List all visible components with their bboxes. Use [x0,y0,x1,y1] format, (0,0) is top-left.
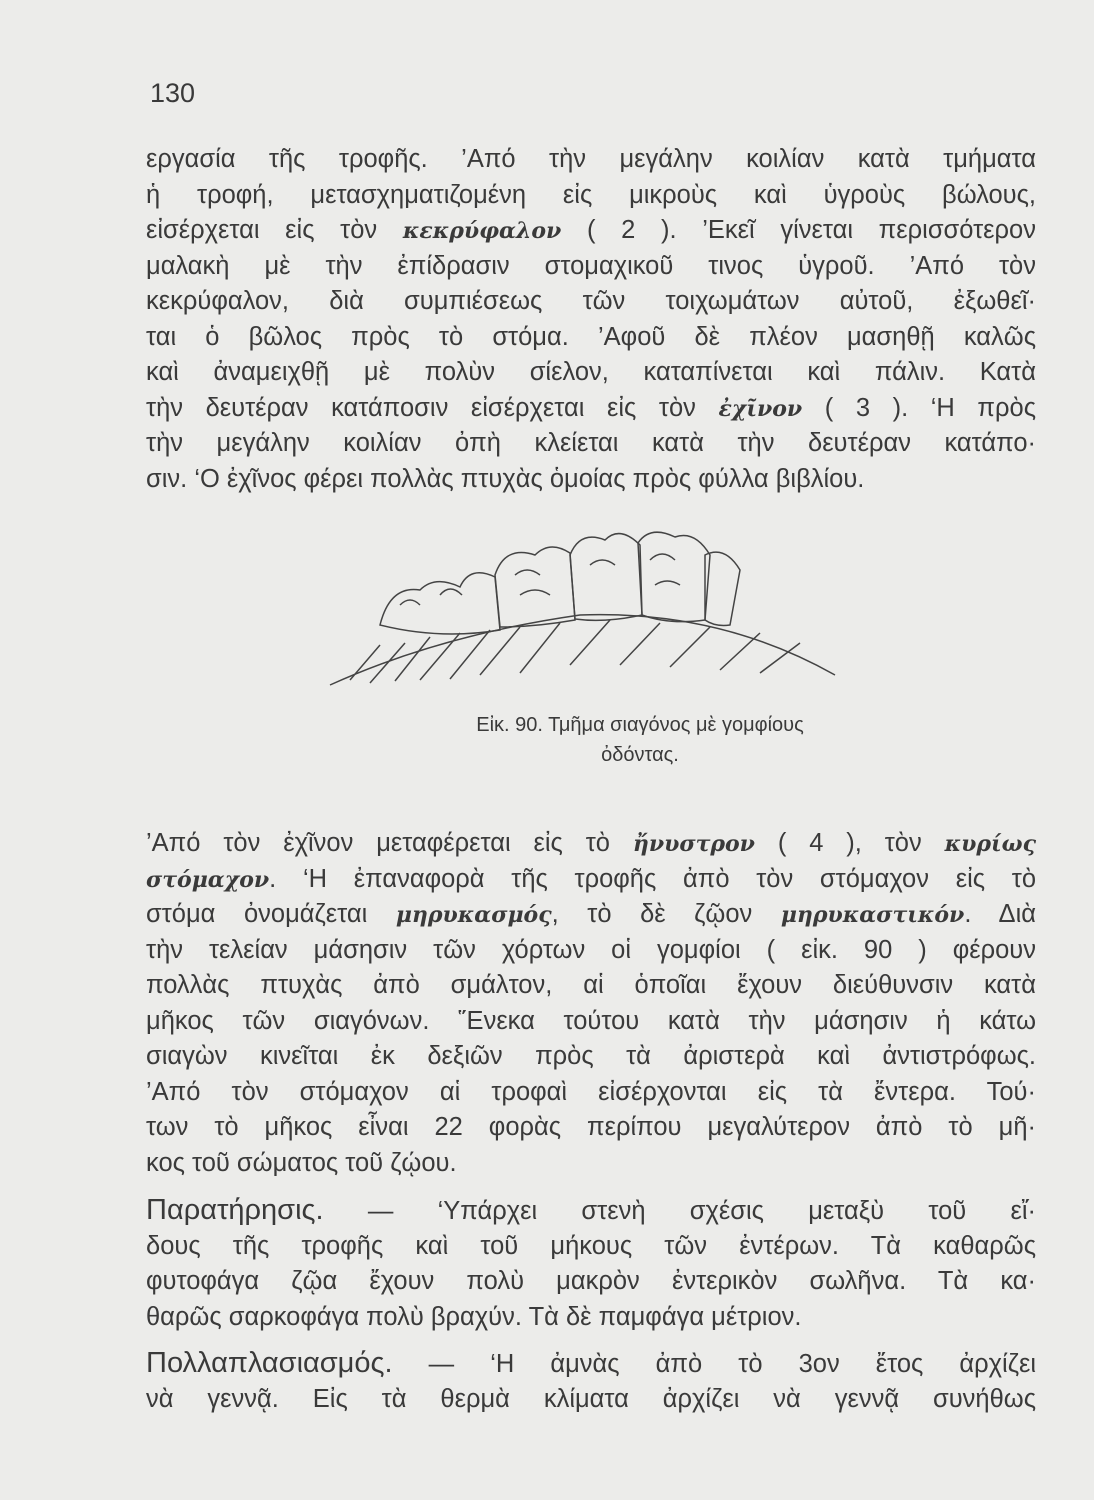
text-line [146,1146,1036,1182]
text-line [146,1110,1036,1146]
text-line [146,968,1036,1004]
text-line [146,862,1036,898]
emphasized-term: ἐχῖνον [718,395,803,422]
text-line [146,391,1036,427]
text-line [146,1300,1036,1336]
text-segment: ’Από τὸν στόμαχον αἱ τροφαὶ εἰσέρχονται εἰς τὰ ἔντερα. Τού· [146,1077,1036,1106]
text-line [146,1039,1036,1075]
text-segment: μαλακὴ μὲ τὴν ἐπίδρασιν στομαχικοῦ τινος ὑγροῦ. ’Από τὸν [146,251,1036,280]
paragraph-digestion [146,142,1036,497]
text-segment: ’Από τὸν ἐχῖνον μεταφέρεται εἰς τὸ [146,829,633,857]
text-segment: τὴν δευτέραν κατάποσιν εἰσέρχεται εἰς τὸν [146,393,719,422]
text-line [146,462,1036,498]
text-segment: — ‘Υπάρχει στενὴ σχέσις μεταξὺ τοῦ εἴ· [323,1197,1036,1225]
text-line [146,897,1036,933]
text-segment: ( 2 ). ’Εκεῖ γίνεται περισσότερον [561,216,1036,244]
text-segment: — ‘Η ἀμνὰς ἀπὸ τὸ 3ον ἔτος ἀρχίζει [392,1350,1036,1378]
text-line [146,142,1036,178]
text-line [146,426,1036,462]
text-segment: μῆκος τῶν σιαγόνων. ῞Ενεκα τούτου κατὰ τὴν μάσησιν ἡ κάτω [146,1006,1036,1035]
text-line [146,1193,1036,1229]
text-segment: φυτοφάγα ζῷα ἔχουν πολὺ μακρὸν ἐντερικὸν σωλῆνα. Τὰ κα· [146,1267,1036,1295]
text-segment: των τὸ μῆκος εἶναι 22 φορὰς περίπου μεγαλύτερον ἀπὸ τὸ μῆ· [146,1113,1036,1141]
emphasized-term: μηρυκασμός [395,902,552,928]
emphasized-term: κυρίως [944,831,1036,857]
text-line [146,1264,1036,1300]
text-line [146,249,1036,285]
section-heading: Πολλαπλασιασμός. [146,1347,393,1379]
text-segment: θαρῶς σαρκοφάγα πολὺ βραχύν. Τὰ δὲ παμφάγα μέτριον. [146,1302,802,1331]
text-line [146,284,1036,320]
text-segment: τὴν μεγάλην κοιλίαν ὀπὴ κλείεται κατὰ τὴν δευτέραν κατάπο· [146,429,1036,457]
paragraph-rumination [146,826,1036,1181]
text-segment: καὶ ἀναμειχθῇ μὲ πολὺν σίελον, καταπίνεται καὶ πάλιν. Κατὰ [146,358,1036,386]
text-segment: . Διὰ [964,900,1036,928]
text-segment: σιαγὼν κινεῖται ἐκ δεξιῶν πρὸς τὰ ἀριστερὰ καὶ ἀντιστρόφως. [146,1042,1036,1070]
emphasized-term: στόμαχον [146,866,270,893]
text-line [146,1004,1036,1040]
text-line [146,1382,1036,1418]
text-line [146,320,1036,356]
text-segment: εἰσέρχεται εἰς τὸν [146,216,403,244]
emphasized-term: ἤνυστρον [632,831,755,857]
jaw-molars-illustration [320,515,840,695]
text-segment: πολλὰς πτυχὰς ἀπὸ σμάλτον, αἱ ὁποῖαι ἔχουν διεύθυνσιν κατὰ [146,971,1036,999]
text-line [146,355,1036,391]
text-segment: ἡ τροφή, μετασχηματιζομένη εἰς μικροὺς καὶ ὑγροὺς βώλους, [146,180,1036,209]
text-segment: , τὸ δὲ ζῷον [551,900,781,928]
caption-line-2: ὀδόντας. [601,744,679,766]
text-line [146,933,1036,969]
text-line [146,213,1036,249]
paragraph-reproduction [146,1346,1036,1417]
emphasized-term: μηρυκαστικόν [780,902,965,928]
text-line [146,826,1036,862]
text-segment: τὴν τελείαν μάσησιν τῶν χόρτων οἱ γομφίοι ( εἰκ. 90 ) φέρουν [146,935,1036,964]
text-segment: δους τῆς τροφῆς καὶ τοῦ μήκους τῶν ἐντέρων. Τὰ καθαρῶς [146,1231,1036,1260]
text-line [146,178,1036,214]
text-segment: . ‘Η ἐπαναφορὰ τῆς τροφῆς ἀπὸ τὸν στόμαχον εἰς τὸ [269,864,1036,893]
text-segment: κος τοῦ σώματος τοῦ ζῴου. [146,1148,457,1177]
text-segment: σιν. ‘Ο ἐχῖνος φέρει πολλὰς πτυχὰς ὁμοίας πρὸς φύλλα βιβλίου. [146,464,865,493]
text-segment: ( 3 ). ‘Η πρὸς [802,393,1036,422]
text-segment: εργασία τῆς τροφῆς. ’Από τὴν μεγάλην κοιλίαν κατὰ τμήματα [146,145,1036,173]
page-number: 130 [150,78,196,108]
text-segment: ται ὁ βῶλος πρὸς τὸ στόμα. ’Αφοῦ δὲ πλέον μασηθῇ καλῶς [146,322,1036,351]
figure-caption [330,710,950,770]
text-line [146,1346,1036,1382]
caption-line-1: Εἰκ. 90. Τμῆμα σιαγόνος μὲ γομφίους [476,714,804,736]
text-line [146,1229,1036,1265]
text-line [146,1075,1036,1111]
text-segment: στόμα ὀνομάζεται [146,900,396,928]
emphasized-term: κεκρύφαλον [402,218,562,244]
text-segment: νὰ γεννᾷ. Εἰς τὰ θερμὰ κλίματα ἀρχίζει νὰ γεννᾷ συνήθως [146,1384,1036,1413]
paragraph-observation [146,1193,1036,1335]
text-segment: ( 4 ), τὸν [754,829,945,857]
section-heading: Παρατήρησις. [146,1194,324,1226]
text-segment: κεκρύφαλον, διὰ συμπιέσεως τῶν τοιχωμάτων αὐτοῦ, ἐξωθεῖ· [146,287,1036,315]
